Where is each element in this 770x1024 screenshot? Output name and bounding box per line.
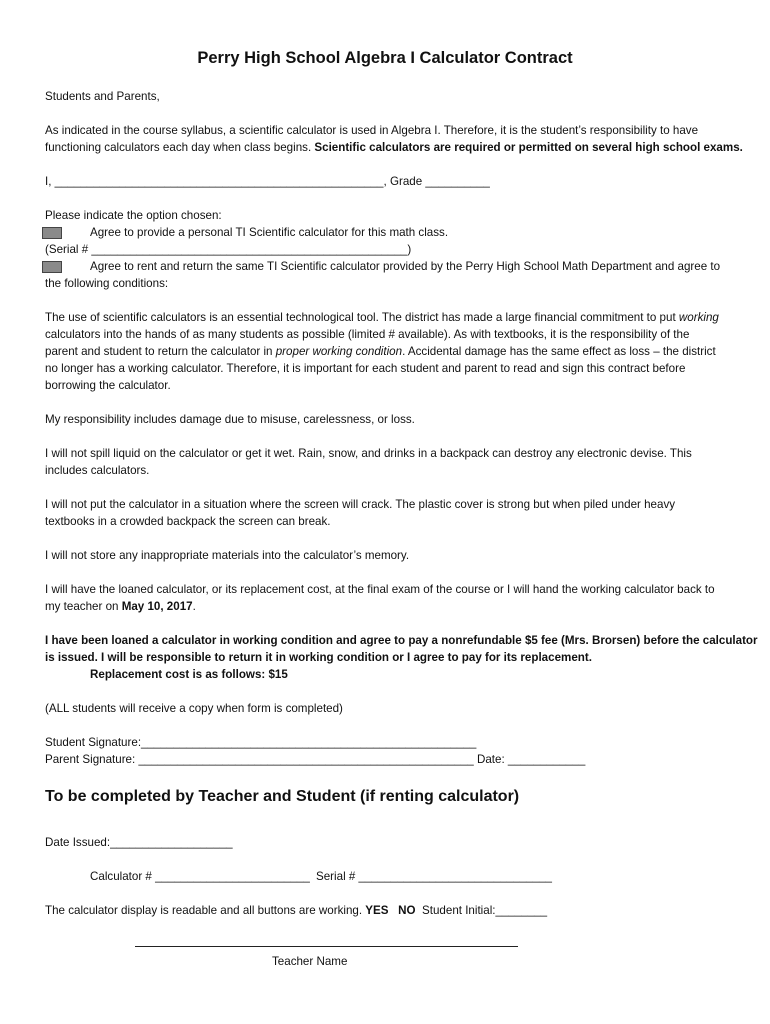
option-rent-label-cont: the following conditions:: [45, 277, 169, 290]
rule4-line-2: [45, 598, 196, 615]
serial-field[interactable]: (Serial # _________________________________________________): [45, 243, 412, 256]
date-issued-field[interactable]: Date Issued:___________________: [45, 836, 233, 849]
intro-line-1: As indicated in the course syllabus, a scientific calculator is used in Algebra I. Therefore, it is the student’s responsibility to have: [45, 124, 699, 137]
option-rent-label: Agree to rent and return the same TI Scientific calculator provided by the Perry High School Math Department and agree to: [90, 260, 721, 273]
display-check-line: [45, 902, 547, 919]
para1-italic: proper working condition: [275, 345, 403, 358]
serial-number-field[interactable]: Serial # ______________________________: [316, 870, 552, 883]
rule2-line-1: I will not put the calculator in a situation where the screen will crack. The plastic cover is strong but when piled under heavy: [45, 498, 676, 511]
document-title: Perry High School Algebra I Calculator Contract: [197, 49, 573, 67]
para1-line-4: no longer has a working calculator. Therefore, it is important for each student and parent to read and sign this contract before: [45, 362, 686, 375]
section-title: To be completed by Teacher and Student (if renting calculator): [45, 788, 520, 805]
option-provide-label: Agree to provide a personal TI Scientific calculator for this math class.: [90, 226, 449, 239]
rule4-text: my teacher on: [45, 600, 122, 613]
responsibility-text: My responsibility includes damage due to misuse, carelessness, or loss.: [45, 413, 415, 426]
para1-line-2: calculators into the hands of as many students as possible (limited # available). As with textbooks, it is the responsibility of the: [45, 328, 690, 341]
intro-line-2: [45, 139, 743, 156]
yes-option[interactable]: YES: [365, 904, 389, 917]
para1-text: parent and student to return the calculator in: [45, 345, 276, 358]
teacher-name-label: Teacher Name: [272, 955, 348, 968]
intro-bold-text: Scientific calculators are required or permitted on several high school exams.: [314, 141, 743, 154]
parent-signature-field[interactable]: Parent Signature: ____________________________________________________ Date: ____________: [45, 753, 586, 766]
replacement-cost: Replacement cost is as follows: $15: [90, 668, 288, 681]
student-initial-field[interactable]: Student Initial:________: [422, 904, 548, 917]
options-prompt: Please indicate the option chosen:: [45, 209, 222, 222]
no-option[interactable]: NO: [398, 904, 416, 917]
rule4-line-1: I will have the loaned calculator, or its replacement cost, at the final exam of the course or I will hand the working calculator back to: [45, 583, 715, 596]
teacher-signature-line[interactable]: [135, 946, 518, 947]
loan-line-1: I have been loaned a calculator in working condition and agree to pay a nonrefundable $5 fee (Mrs. Brorsen) before the calculator: [45, 634, 758, 647]
greeting: Students and Parents,: [45, 90, 160, 103]
loan-line-2: is issued. I will be responsible to return it in working condition or I agree to pay for its replacement.: [45, 651, 592, 664]
copy-note: (ALL students will receive a copy when form is completed): [45, 702, 343, 715]
calculator-number-field[interactable]: Calculator # ________________________: [90, 870, 310, 883]
display-text: The calculator display is readable and all buttons are working.: [45, 904, 366, 917]
para1-line-3: [45, 343, 716, 360]
rule4-text: .: [192, 600, 196, 613]
option-provide-checkbox[interactable]: [42, 227, 62, 239]
rule1-line-1: I will not spill liquid on the calculator or get it wet. Rain, snow, and drinks in a backpack can destroy any electronic devise. This: [45, 447, 692, 460]
rule3-text: I will not store any inappropriate materials into the calculator’s memory.: [45, 549, 410, 562]
para1-italic: working: [678, 311, 719, 324]
para1-line-5: borrowing the calculator.: [45, 379, 171, 392]
student-signature-field[interactable]: Student Signature:____________________________________________________: [45, 736, 477, 749]
rule1-line-2: includes calculators.: [45, 464, 150, 477]
intro-text: functioning calculators each day when class begins.: [45, 141, 315, 154]
para1-text: . Accidental damage has the same effect as loss – the district: [402, 345, 716, 358]
rule2-line-2: textbooks in a crowded backpack the screen can break.: [45, 515, 331, 528]
rule4-date: May 10, 2017: [121, 600, 193, 613]
name-grade-field[interactable]: I, ___________________________________________________, Grade __________: [45, 175, 490, 188]
option-rent-checkbox[interactable]: [42, 261, 62, 273]
para1-line-1: [45, 309, 719, 326]
para1-text: The use of scientific calculators is an essential technological tool. The district has made a large financial commitment to put: [45, 311, 679, 324]
